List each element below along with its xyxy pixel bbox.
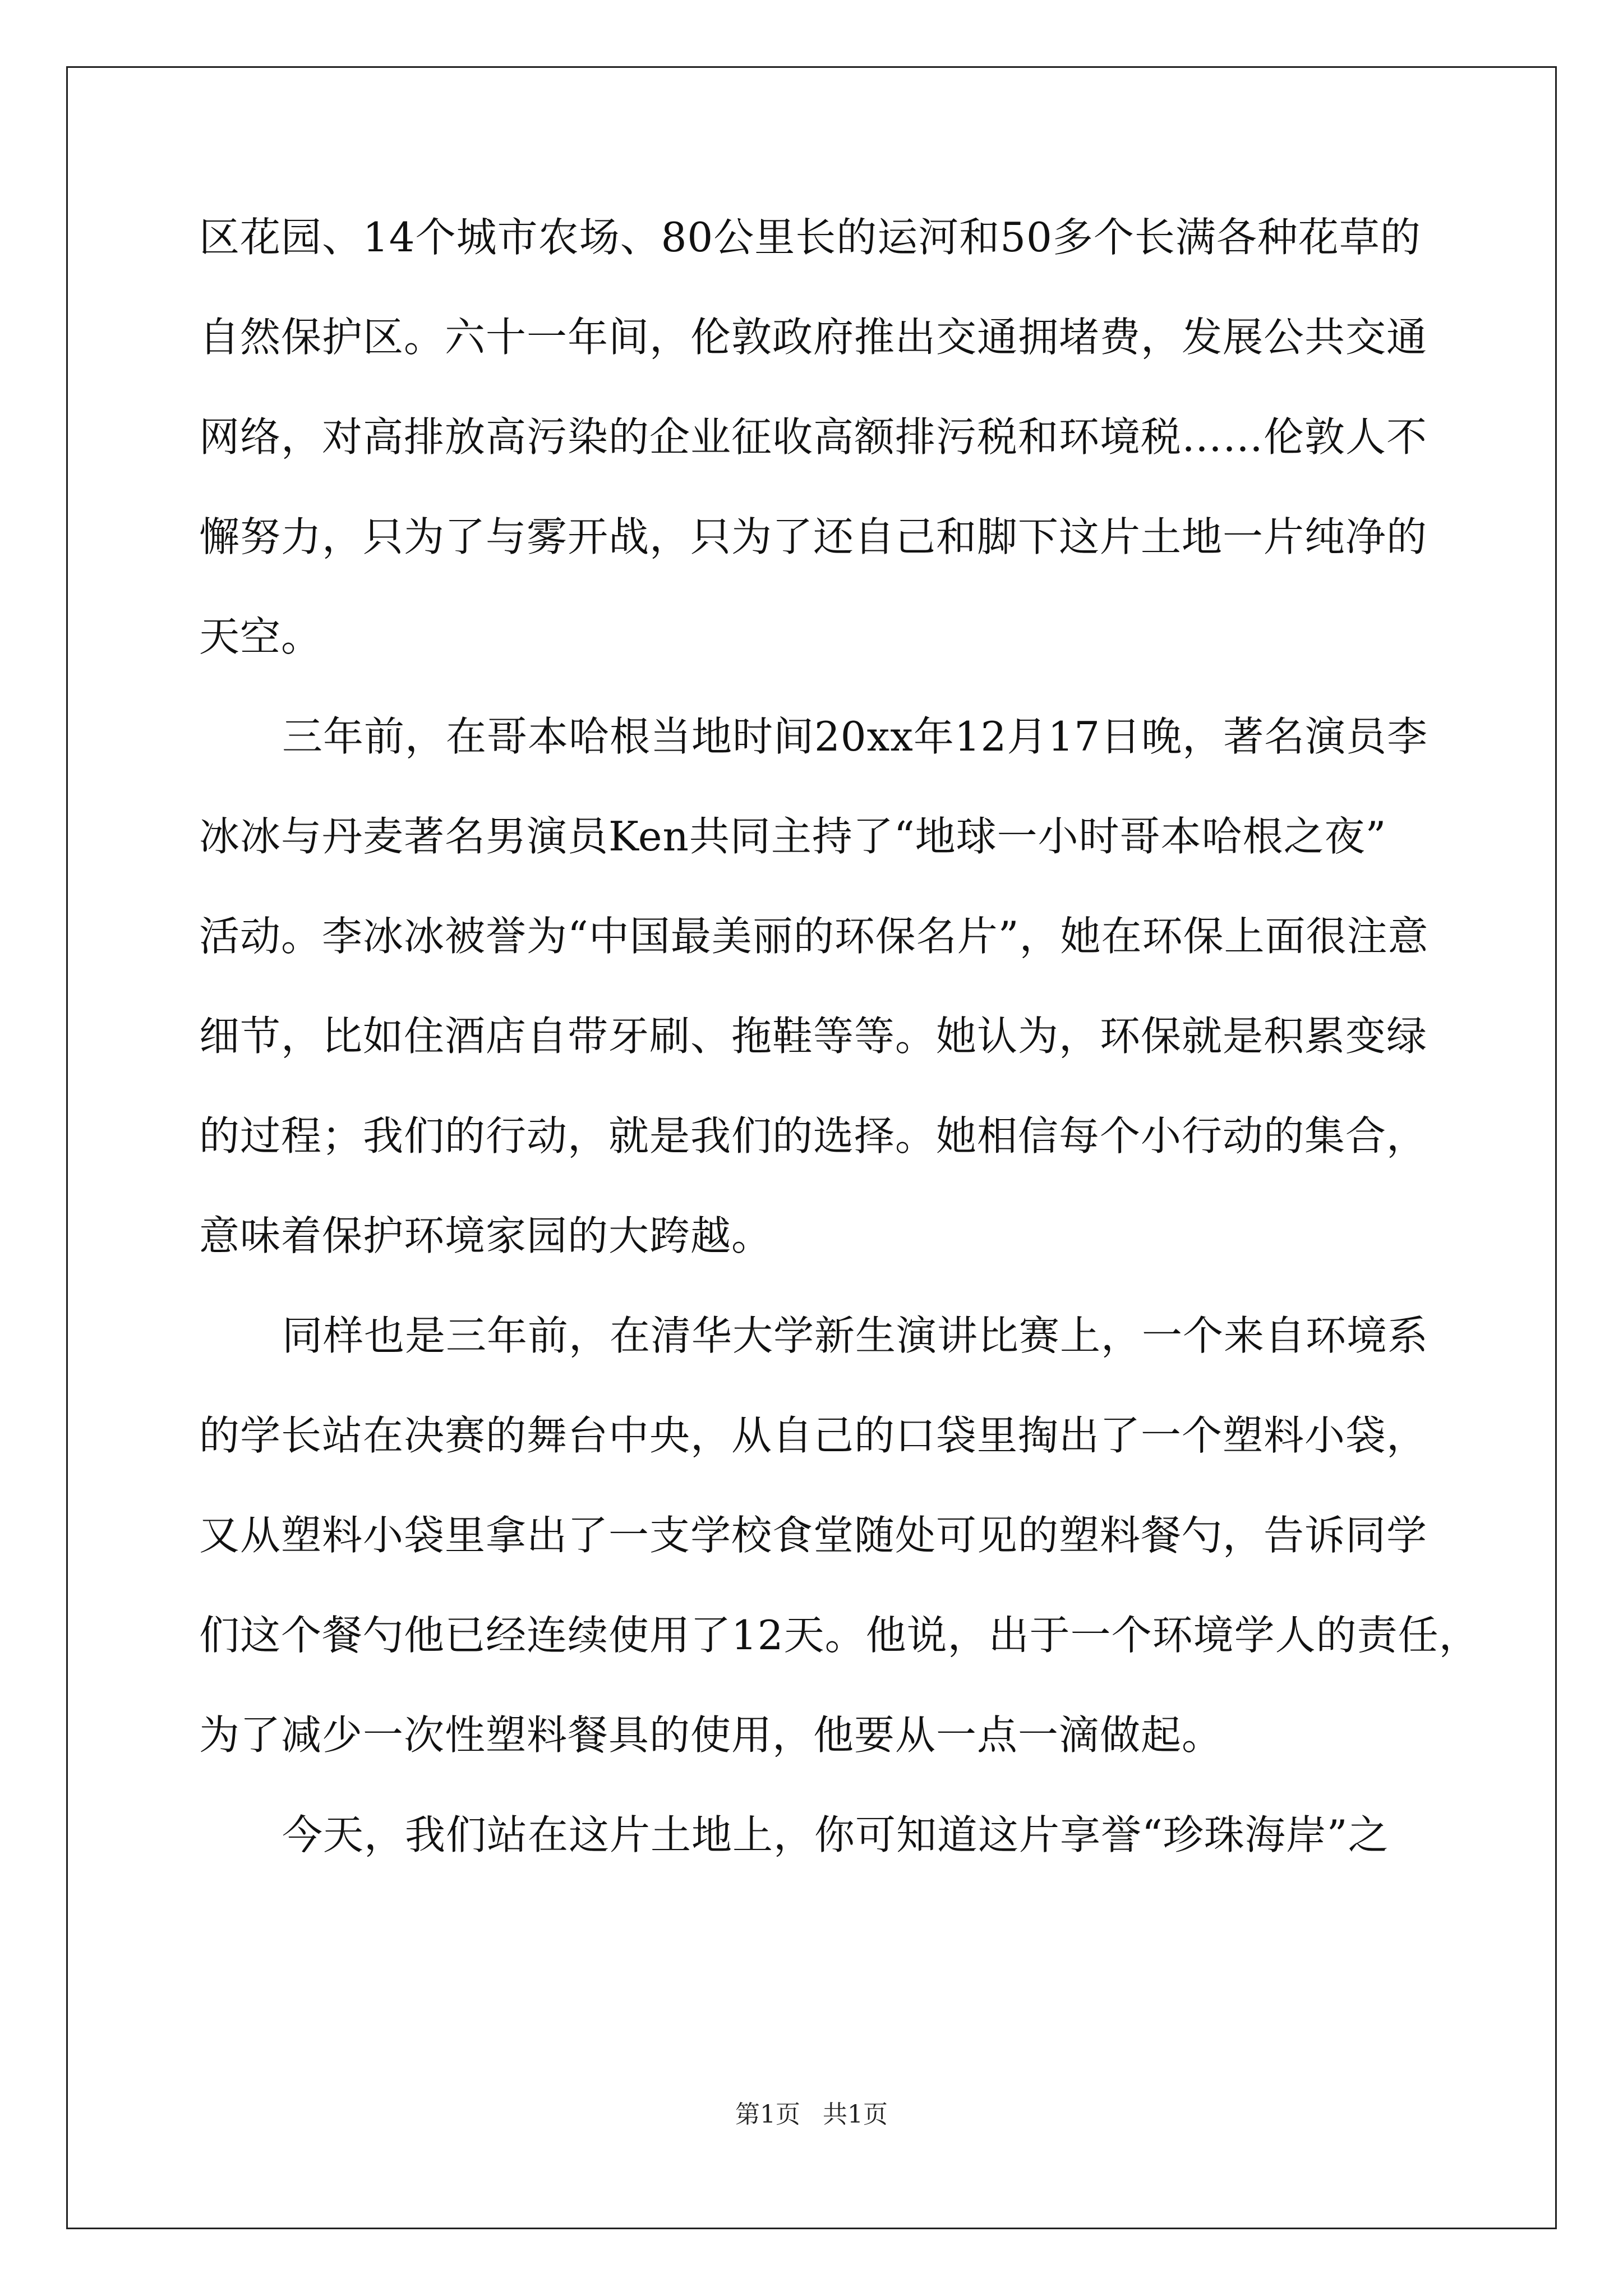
paragraph-line: 今天，我们站在这片土地上，你可知道这片享誉“珍珠海岸”之 (282, 1811, 1389, 1858)
paragraph-line: 为了减少一次性塑料餐具的使用，他要从一点一滴做起。 (199, 1711, 1223, 1759)
paragraph-line: 的学长站在决赛的舞台中央，从自己的口袋里掏出了一个塑料小袋， (199, 1412, 1428, 1459)
paragraph-line: 意味着保护环境家园的大跨越。 (199, 1212, 773, 1259)
paragraph-line: 冰冰与丹麦著名男演员Ken共同主持了“地球一小时哥本哈根之夜” (199, 813, 1387, 860)
page-number: 第1页 (735, 2100, 800, 2129)
paragraph-line: 懈努力，只为了与雾开战，只为了还自己和脚下这片土地一片纯净的 (199, 513, 1428, 560)
paragraph-line: 的过程；我们的行动，就是我们的选择。她相信每个小行动的集合， (199, 1112, 1428, 1159)
paragraph-line: 自然保护区。六十一年间，伦敦政府推出交通拥堵费，发展公共交通 (199, 314, 1428, 361)
paragraph-line: 们这个餐勺他已经连续使用了12天。他说，出于一个环境学人的责任， (199, 1612, 1480, 1659)
paragraph-line: 活动。李冰冰被誉为“中国最美丽的环保名片”，她在环保上面很注意 (199, 913, 1429, 960)
paragraph-line: 区花园、14个城市农场、80公里长的运河和50多个长满各种花草的 (199, 214, 1421, 261)
paragraph-line: 细节，比如住酒店自带牙刷、拖鞋等等。她认为，环保就是积累变绿 (199, 1013, 1428, 1060)
paragraph-line: 天空。 (199, 613, 322, 660)
paragraph-line: 网络，对高排放高污染的企业征收高额排污税和环境税……伦敦人不 (199, 413, 1428, 461)
page-footer (0, 2098, 1623, 2132)
paragraph-line: 同样也是三年前，在清华大学新生演讲比赛上，一个来自环境系 (282, 1312, 1429, 1359)
paragraph-line: 又从塑料小袋里拿出了一支学校食堂随处可见的塑料餐勺，告诉同学 (199, 1512, 1428, 1559)
page-total: 共1页 (823, 2100, 888, 2129)
paragraph-line: 三年前，在哥本哈根当地时间20xx年12月17日晚，著名演员李 (282, 713, 1428, 760)
